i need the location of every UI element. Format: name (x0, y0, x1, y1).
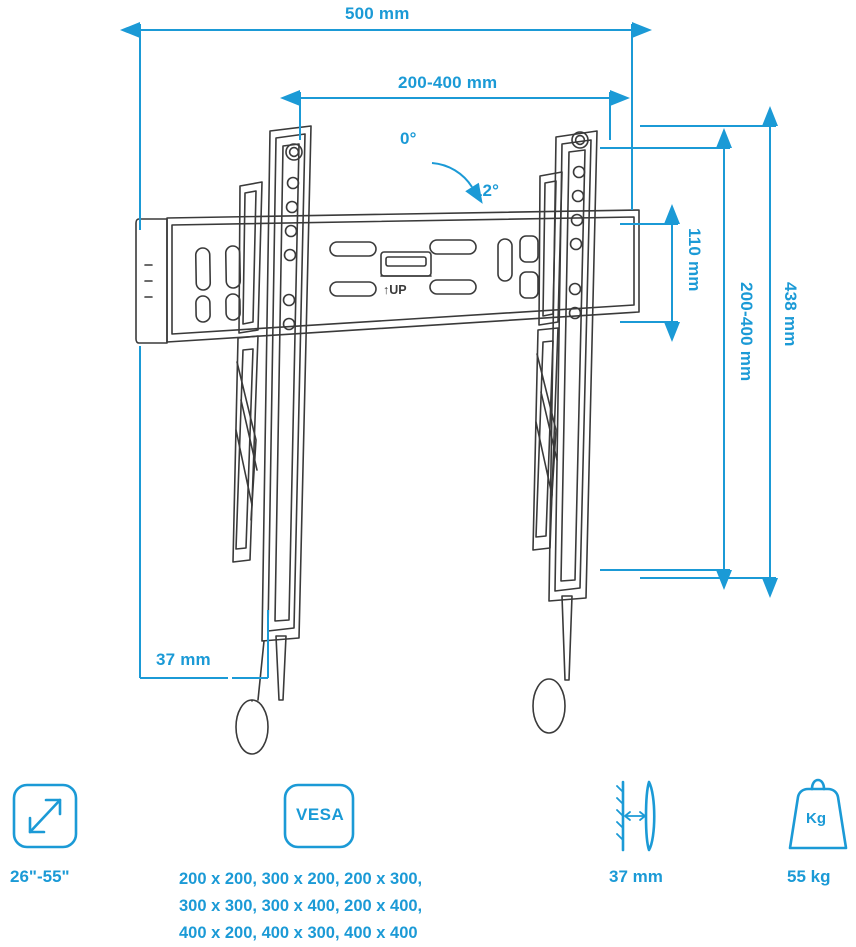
dimension-label-tilt-zero: 0° (400, 129, 417, 148)
dimension-label-overall-height: 438 mm (781, 282, 800, 347)
dimension-label-vesa-height: 200-400 mm (737, 282, 756, 382)
vesa-line-2: 300 x 300, 300 x 400, 200 x 400, (179, 897, 423, 915)
spec-value-vesa (179, 866, 422, 947)
vesa-badge-label: VESA (296, 805, 345, 824)
up-marking-label: ↑UP (383, 283, 407, 297)
dimension-label-tilt-max: -12° (467, 181, 500, 200)
spec-value-weight: 55 kg (787, 867, 831, 886)
dimension-label-depth: 37 mm (156, 650, 211, 669)
weight-badge-label: Kg (806, 810, 826, 827)
spec-value-screen-size: 26"-55" (10, 867, 70, 886)
vesa-line-3: 400 x 200, 400 x 300, 400 x 400 (179, 924, 418, 942)
spec-value-depth: 37 mm (609, 867, 663, 886)
vesa-line-1: 200 x 200, 300 x 200, 200 x 300, (179, 870, 423, 888)
dimension-label-overall-width: 500 mm (345, 4, 410, 23)
dimension-label-vesa-width: 200-400 mm (398, 73, 498, 92)
dimension-label-hole-spacing: 110 mm (685, 228, 704, 292)
